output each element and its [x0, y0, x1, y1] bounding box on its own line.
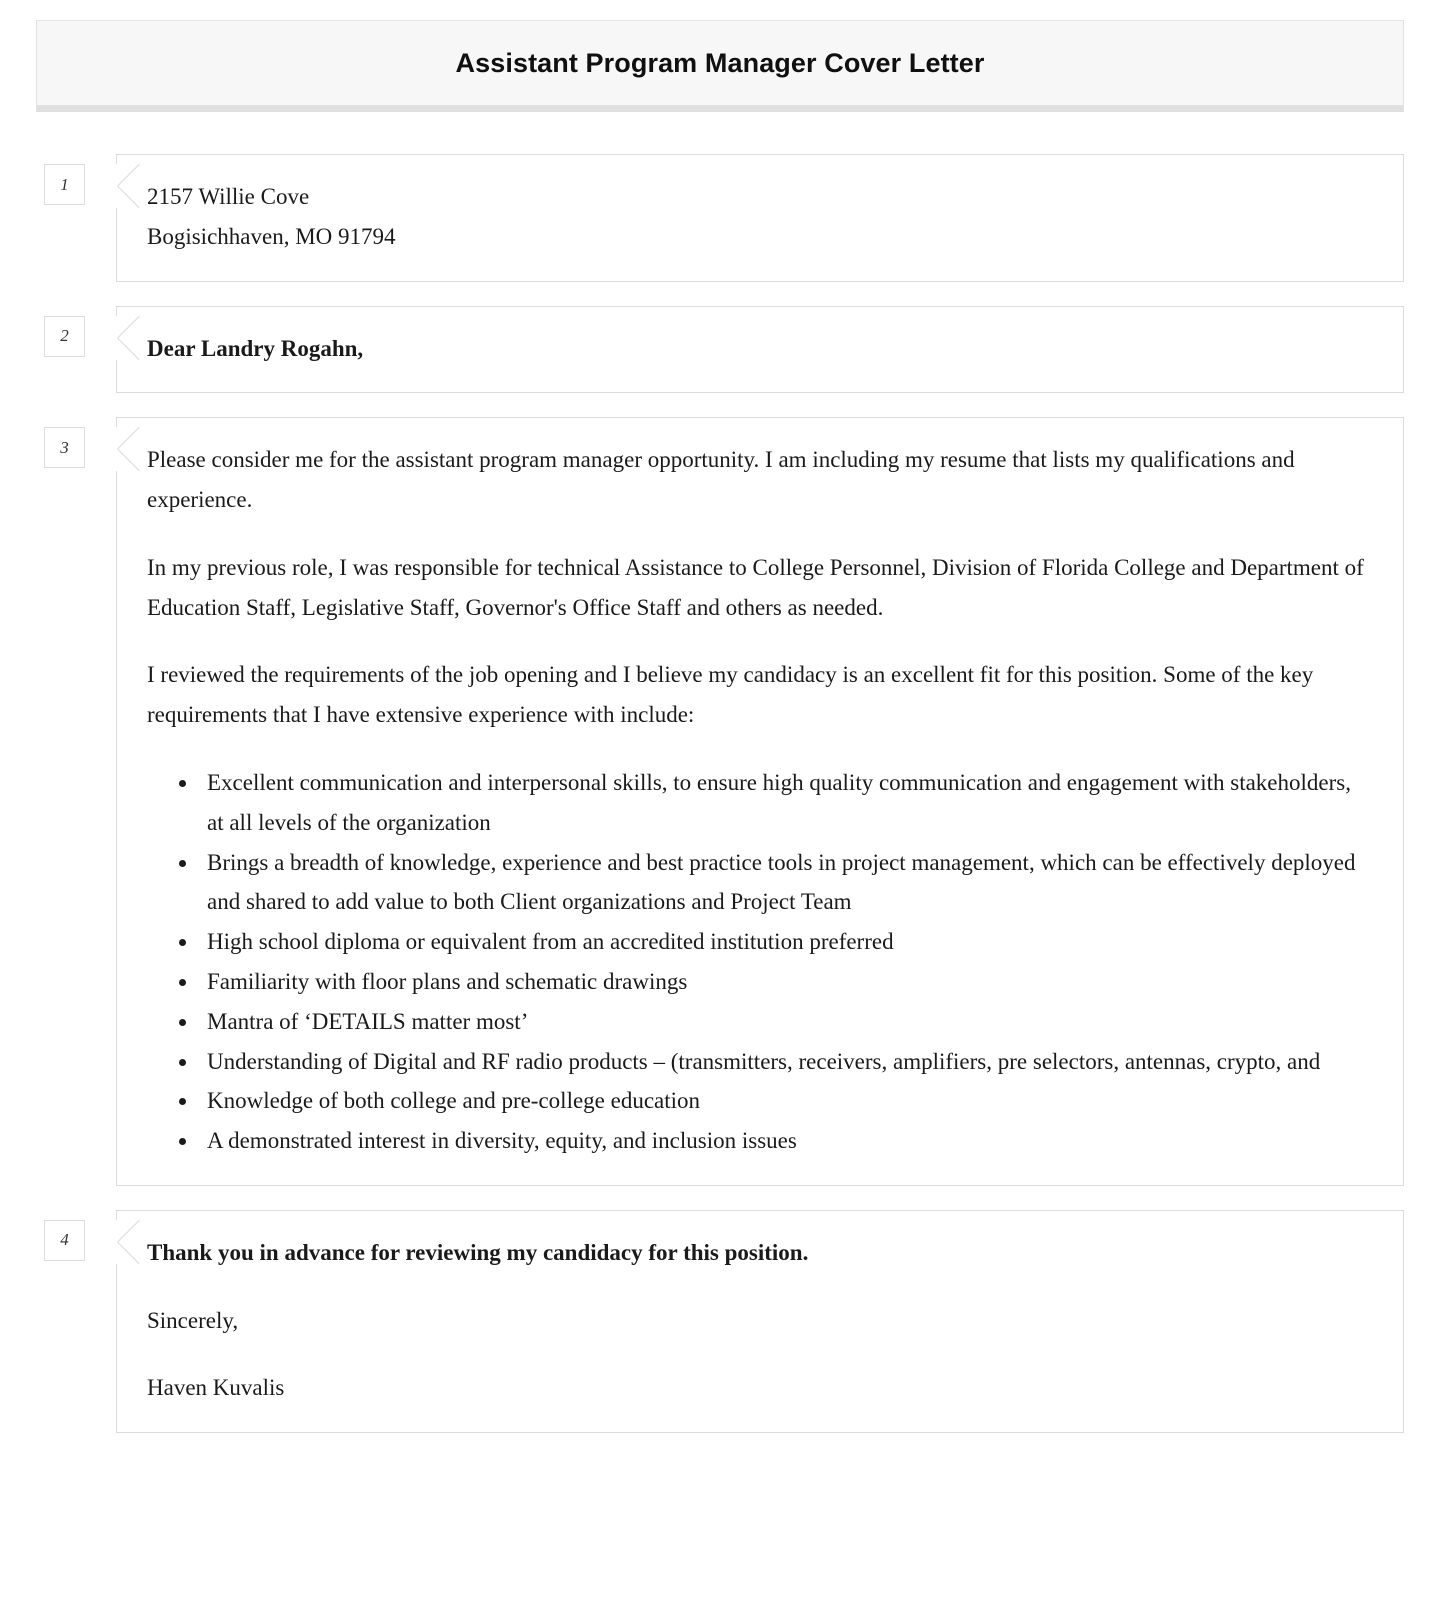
- document-header: [36, 20, 1404, 112]
- signature-name: Haven Kuvalis: [147, 1375, 285, 1401]
- block-content-address: [116, 154, 1404, 282]
- list-item: • Knowledge of both college and pre-college education: [199, 1081, 1373, 1121]
- block-content-body: [116, 417, 1404, 1186]
- block-content-salutation: [116, 306, 1404, 394]
- callout-block-salutation: [36, 306, 1404, 394]
- list-item: • Familiarity with floor plans and schematic drawings: [199, 962, 1373, 1002]
- callout-block-body: [36, 417, 1404, 1186]
- list-item: • A demonstrated interest in diversity, equity, and inclusion issues: [199, 1121, 1373, 1161]
- closing-sincerely-text: Sincerely,: [147, 1307, 239, 1333]
- block-content-closing: [116, 1210, 1404, 1433]
- closing-thanks-text: Thank you in advance for reviewing my candidacy for this position.: [147, 1239, 809, 1265]
- callout-notch-icon: [116, 316, 140, 360]
- address-line-1: 2157 Willie Cove: [147, 184, 310, 209]
- list-item: • Excellent communication and interpersonal skills, to ensure high quality communication and engagement with stakeholders, at all levels of the organization: [199, 763, 1373, 843]
- notch-spacer: [85, 417, 116, 1186]
- list-item: • Mantra of ‘DETAILS matter most’: [199, 1002, 1373, 1042]
- callout-notch-icon: [116, 164, 140, 208]
- block-number-badge[interactable]: 4: [44, 1220, 85, 1261]
- notch-spacer: [85, 306, 116, 394]
- salutation-text: Dear Landry Rogahn,: [147, 335, 364, 361]
- list-item: • Brings a breadth of knowledge, experience and best practice tools in project management, which can be effectively deployed and shared to add value to both Client organizations and Project Team: [199, 843, 1373, 923]
- list-item: • High school diploma or equivalent from an accredited institution preferred: [199, 922, 1373, 962]
- callout-notch-icon: [116, 1220, 140, 1264]
- block-number-badge[interactable]: 2: [44, 316, 85, 357]
- block-number-badge[interactable]: 1: [44, 164, 85, 205]
- callout-notch-icon: [116, 427, 140, 471]
- body-paragraph: I reviewed the requirements of the job opening and I believe my candidacy is an excellent fit for this position. Some of the key requirements that I have extensive experience with include:: [147, 662, 1314, 728]
- address-line-2: Bogisichhaven, MO 91794: [147, 223, 396, 249]
- page-title: Assistant Program Manager Cover Letter: [455, 47, 985, 78]
- requirements-list: [147, 763, 1373, 1161]
- list-item: • Understanding of Digital and RF radio products – (transmitters, receivers, amplifiers, pre selectors, antennas, crypto, and: [199, 1042, 1373, 1082]
- body-paragraph: In my previous role, I was responsible for technical Assistance to College Personnel, Division of Florida College and Department of Education Staff, Legislative Staff, Governor's Office Staff and others as needed.: [147, 554, 1364, 620]
- notch-spacer: [85, 1210, 116, 1433]
- callout-block-address: [36, 154, 1404, 282]
- callout-block-closing: [36, 1210, 1404, 1433]
- block-number-badge[interactable]: 3: [44, 427, 85, 468]
- body-paragraph: Please consider me for the assistant program manager opportunity. I am including my resume that lists my qualifications and experience.: [147, 447, 1295, 513]
- notch-spacer: [85, 154, 116, 282]
